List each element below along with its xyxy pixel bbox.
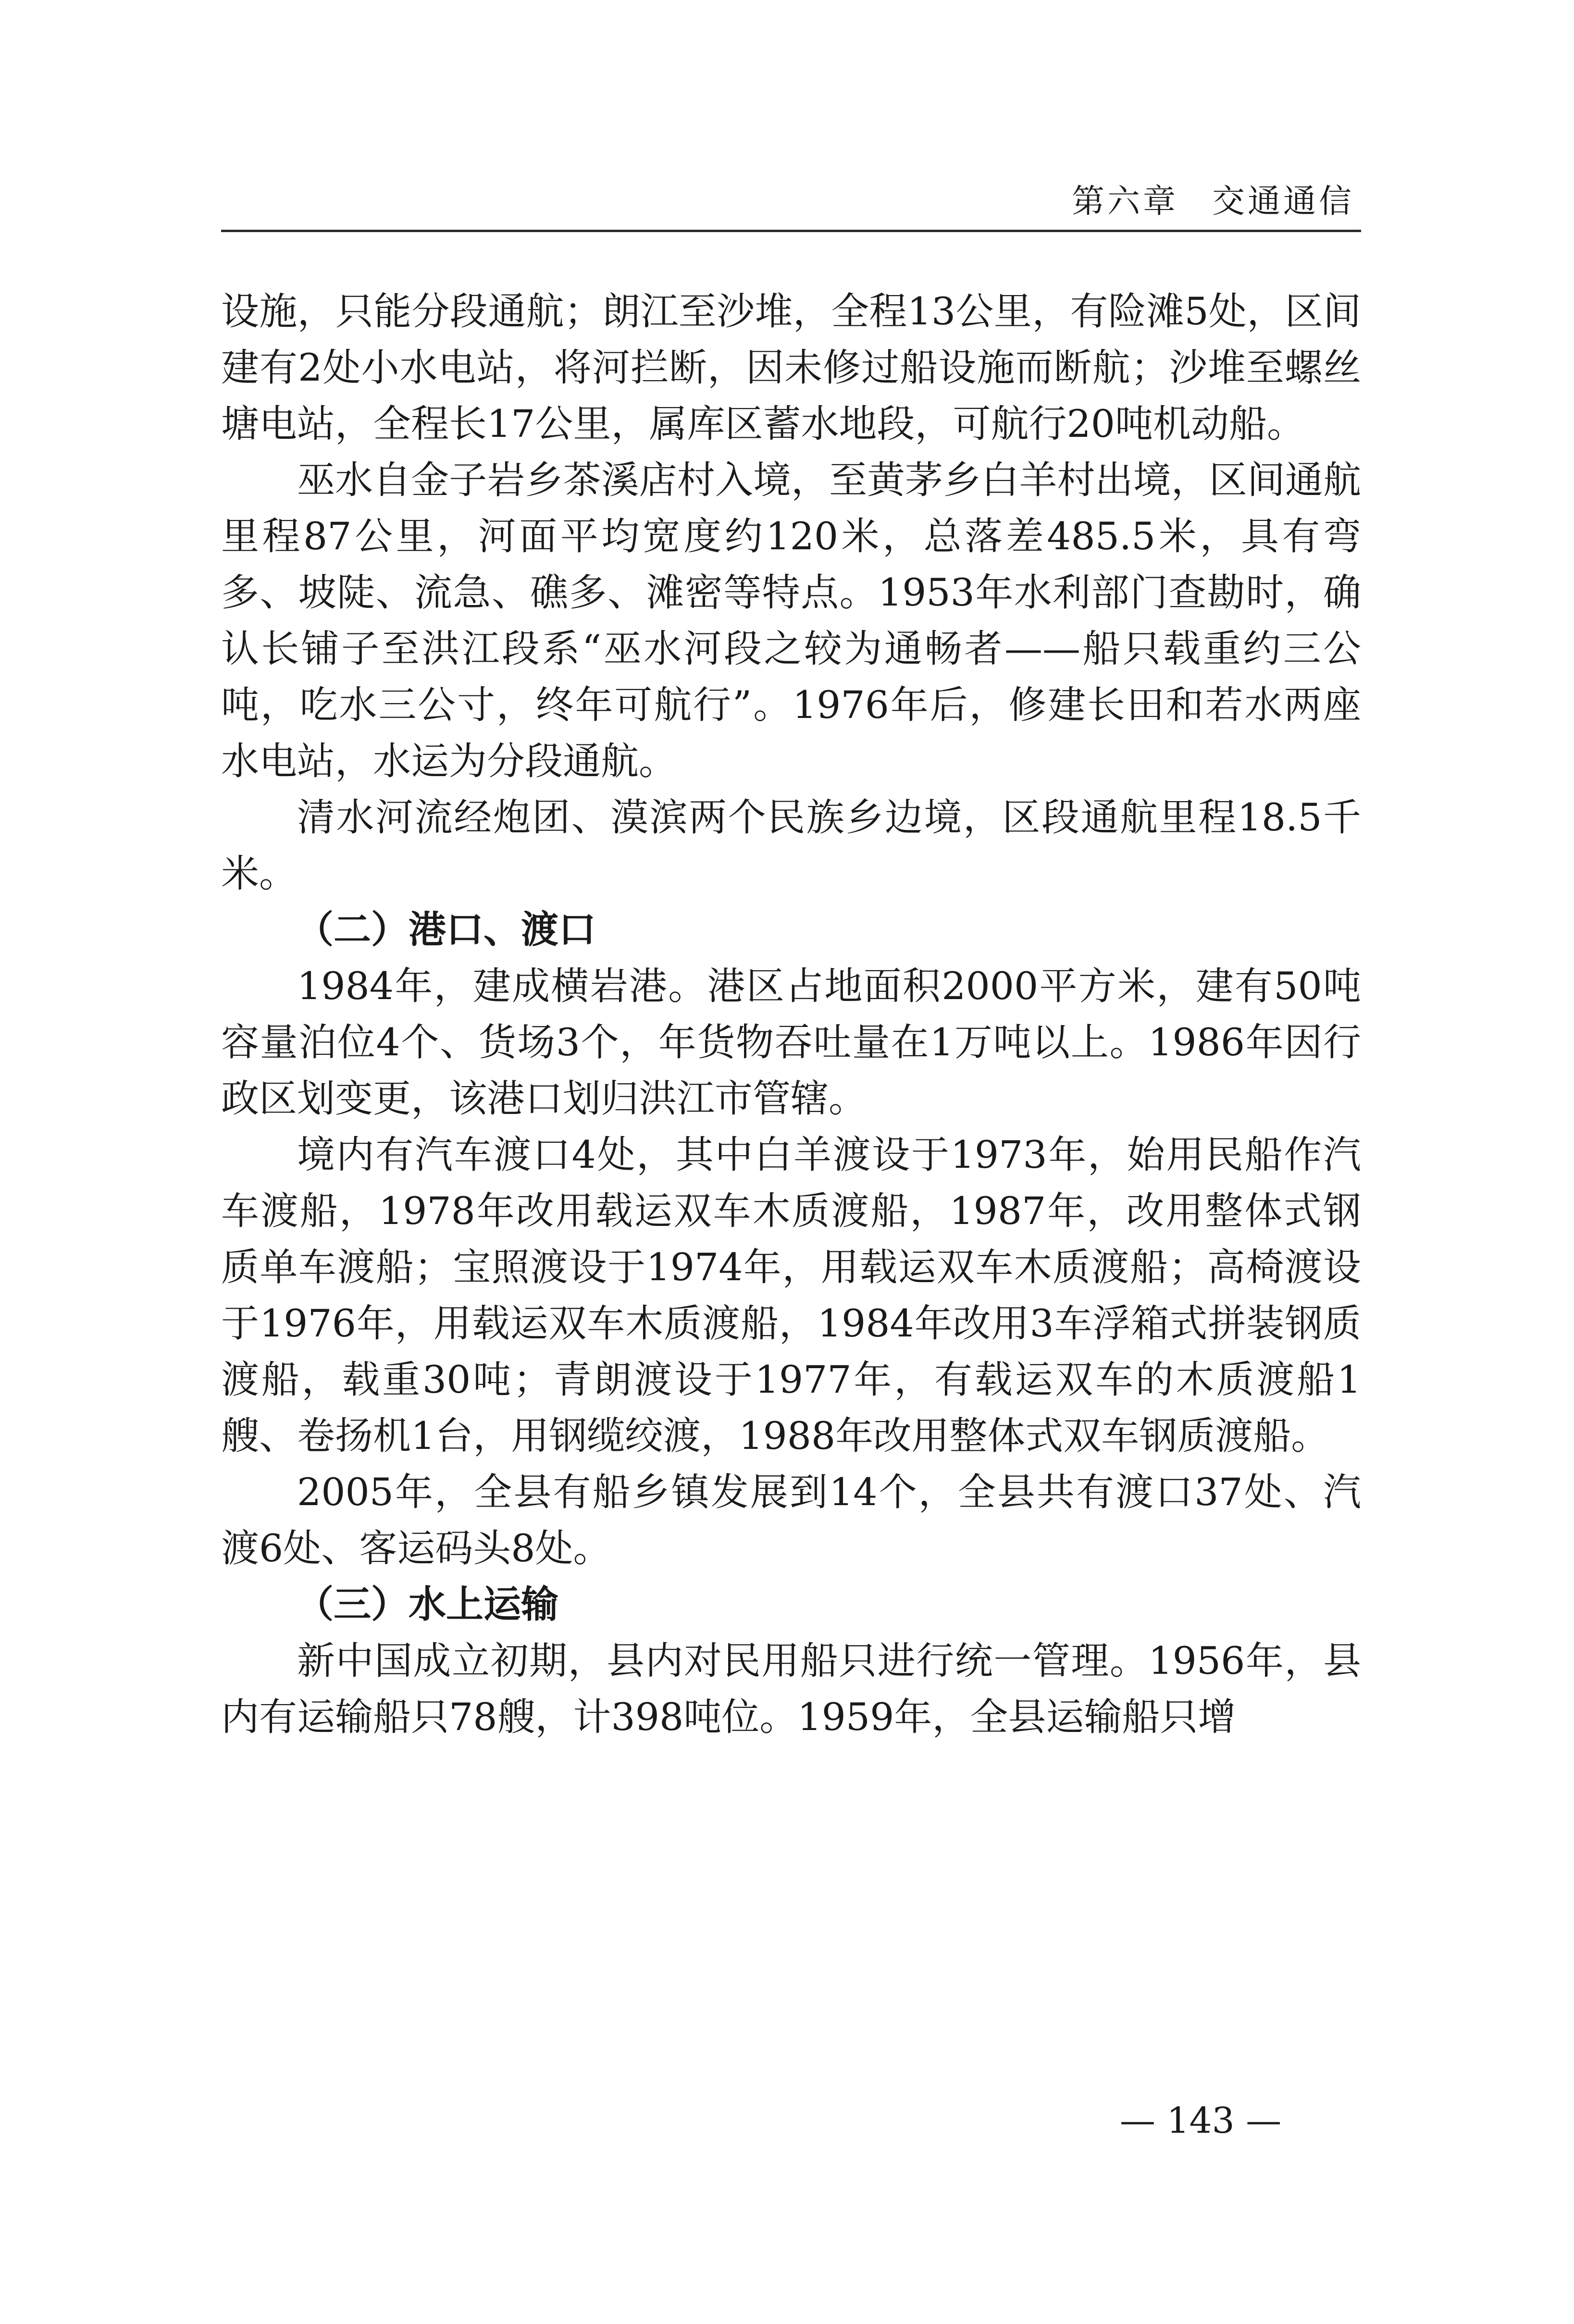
paragraph-continued: 设施，只能分段通航；朗江至沙堆，全程13公里，有险滩5处，区间建有2处小水电站，将河拦断，因未修过船设施而断航；沙堆至螺丝塘电站，全程长17公里，属库区蓄水地段，可航行20吨机动船。	[221, 289, 1361, 446]
page-body	[221, 284, 1361, 1745]
paragraph-water-transport: 新中国成立初期，县内对民用船只进行统一管理。1956年，县内有运输船只78艘，计398吨位。1959年，全县运输船只增	[221, 1639, 1361, 1739]
paragraph-ferries: 境内有汽车渡口4处，其中白羊渡设于1973年，始用民船作汽车渡船，1978年改用载运双车木质渡船，1987年，改用整体式钢质单车渡船；宝照渡设于1974年，用载运双车木质渡船；高椅渡设于1976年，用载运双车木质渡船，1984年改用3车浮箱式拼装钢质渡船，载重30吨；青朗渡设于1977年，有载运双车的木质渡船1艘、卷扬机1台，用钢缆绞渡，1988年改用整体式双车钢质渡船。	[221, 1133, 1361, 1458]
paragraph-qingshui: 清水河流经炮团、漠滨两个民族乡边境，区段通航里程18.5千米。	[221, 795, 1361, 896]
section-heading-water-transport: （三）水上运输	[296, 1583, 559, 1626]
chapter-title: 交通通信	[1212, 183, 1355, 221]
chapter-number: 第六章	[1072, 183, 1179, 221]
running-header	[1072, 175, 1354, 222]
section-heading-ports: （二）港口、渡口	[296, 908, 596, 952]
paragraph-hengyan-port: 1984年，建成横岩港。港区占地面积2000平方米，建有50吨容量泊位4个、货场3个，年货物吞吐量在1万吨以上。1986年因行政区划变更，该港口划归洪江市管辖。	[221, 964, 1361, 1121]
page-number: — 143 —	[1120, 2100, 1282, 2141]
header-rule	[221, 230, 1361, 232]
paragraph-wushui: 巫水自金子岩乡茶溪店村入境，至黄茅乡白羊村出境，区间通航里程87公里，河面平均宽度约120米，总落差485.5米，具有弯多、坡陡、流急、礁多、滩密等特点。1953年水利部门查勘时，确认长铺子至洪江段系“巫水河段之较为通畅者——船只载重约三公吨，吃水三公寸，终年可航行”。1976年后，修建长田和若水两座水电站，水运为分段通航。	[221, 458, 1361, 783]
paragraph-2005: 2005年，全县有船乡镇发展到14个，全县共有渡口37处、汽渡6处、客运码头8处。	[221, 1470, 1361, 1570]
